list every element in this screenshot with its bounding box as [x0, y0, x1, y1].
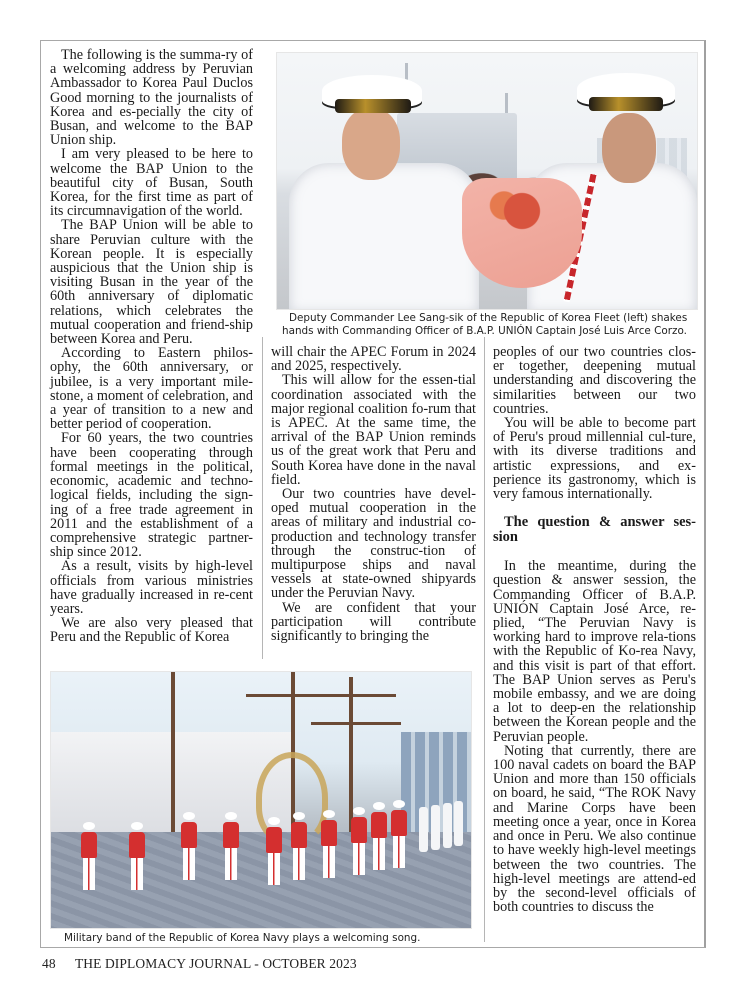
article-column-1 — [50, 48, 253, 645]
column-divider — [484, 337, 485, 942]
officer-left-visor — [335, 99, 411, 113]
band-member — [129, 822, 145, 892]
band-member — [371, 802, 387, 872]
ship-mast — [171, 672, 175, 842]
paragraph: For 60 years, the two countries have been cooperating through formal meetings in the political, economic, academic and techno-logical fields, including the sign-ing of a free trade agreement in 2011 and the establishment of a comprehensive strategic partner-ship since 2012. — [50, 430, 253, 561]
officer-left-face — [342, 108, 400, 180]
paragraph: We are also very pleased that Peru and the Republic of Korea — [50, 615, 253, 646]
paragraph: We are confident that your participation will contribute significantly to bringing the — [271, 599, 476, 645]
officer-right-face — [602, 113, 656, 183]
photo-officers-handshake — [276, 52, 698, 310]
photo-bottom-caption: Military band of the Republic of Korea Navy plays a welcoming song. — [64, 932, 421, 944]
ship-yard — [311, 722, 401, 725]
column-3-intro — [493, 345, 696, 501]
pier-pavement — [51, 832, 471, 929]
article-column-2 — [271, 345, 476, 643]
page-footer — [42, 956, 357, 972]
paragraph: You will be able to become part of Peru's proud millennial cul-ture, with its diverse traditions and artistic expressions, and ex-perience its gastronomy, which is very famous internationally. — [493, 415, 696, 503]
band-member — [223, 812, 239, 882]
paragraph: peoples of our two countries clos-er together, deepening mutual understanding and discovering the similarities between our two countries. — [493, 344, 696, 417]
sailor — [443, 803, 452, 848]
column-3-body — [493, 559, 696, 914]
sailor — [419, 807, 428, 852]
page-number: 48 — [42, 956, 56, 971]
section-subheading: The question & answer ses-sion — [493, 514, 696, 546]
photo-top-caption — [282, 312, 702, 338]
paragraph: According to Eastern philos-ophy, the 60th anniversary, or jubilee, is a very important mile-stone, a moment of celebration, and a year of transition to a new and better period of cooperation. — [50, 345, 253, 433]
spacer — [493, 545, 696, 559]
band-member — [266, 817, 282, 887]
photo-military-band — [50, 671, 472, 929]
officer-left — [289, 163, 479, 310]
caption-line: hands with Commanding Officer of B.A.P. UNIÓN Captain José Luis Arce Corzo. — [282, 325, 687, 337]
band-member — [291, 812, 307, 882]
paragraph: I am very pleased to be here to welcome the BAP Union to the beautiful city of Busan, South Korea, for the first time as part of its circumnavigation of the world. — [50, 146, 253, 220]
article-column-3 — [493, 345, 696, 914]
caption-line: Deputy Commander Lee Sang-sik of the Republic of Korea Fleet (left) shakes — [289, 312, 688, 324]
spacer — [493, 501, 696, 515]
paragraph: This will allow for the essen-tial coordination associated with the major regional coalition fo-rum that is APEC. At the same time, the arrival of the BAP Union reminds us of the great work that Peru and South Korea have done in the naval field. — [271, 372, 476, 488]
paragraph: will chair the APEC Forum in 2024 and 2025, respectively. — [271, 344, 476, 375]
sailor — [454, 801, 463, 846]
paragraph: Our two countries have devel-oped mutual cooperation in the areas of military and industrial co-production and technology transfer through the construc-tion of multipurpose ships and naval vessels at state-owned shipyards under the Peruvian Navy. — [271, 486, 476, 602]
band-member — [391, 800, 407, 870]
paragraph: The BAP Union will be able to share Peruvian culture with the Korean people. It is especially auspicious that the Union ship is visiting Busan in the year of the 60th anniversary of diplomatic relations, which celebrates the mutual cooperation and friend-ship between Korea and Peru. — [50, 217, 253, 348]
publication-name: THE DIPLOMACY JOURNAL - OCTOBER 2023 — [74, 956, 357, 971]
sailor — [431, 805, 440, 850]
flower-bouquet — [462, 178, 582, 288]
band-member — [321, 810, 337, 880]
ship-yard — [246, 694, 396, 697]
band-member — [181, 812, 197, 882]
paragraph: As a result, visits by high-level officials from various ministries have gradually increased in re-cent years. — [50, 558, 253, 617]
paragraph: In the meantime, during the question & answer session, the Commanding Officer of B.A.P. UNIÓN Captain José Arce, re-plied, “The Peruvian Navy is working hard to improve rela-tions with the Republic of Ko-rea Navy, and this visit is part of that effort. The BAP Union serves as Peru's mobile embassy, and we are doing a lot to deep-en the relationship between the Korean people and the Peruvian people. — [493, 558, 696, 745]
band-member — [351, 807, 367, 877]
officer-right-visor — [589, 97, 663, 111]
paragraph: The following is the summa-ry of a welcoming address by Peruvian Ambassador to Korea Paul Duclos Good morning to the journalists of Korea and es-pecially the city of Busan, and welcome to the BAP Union ship. — [50, 47, 253, 149]
column-divider — [262, 337, 263, 659]
band-member — [81, 822, 97, 892]
paragraph: Noting that currently, there are 100 naval cadets on board the BAP Union and more than 150 officials on board, he said, “The ROK Navy and Marine Corps have been meeting once a year, once in Korea and once in Peru. We also continue to have weekly high-level meetings between the two countries. The high-level meetings are attend-ed by the second-level officials of both countries to discuss the — [493, 742, 696, 916]
